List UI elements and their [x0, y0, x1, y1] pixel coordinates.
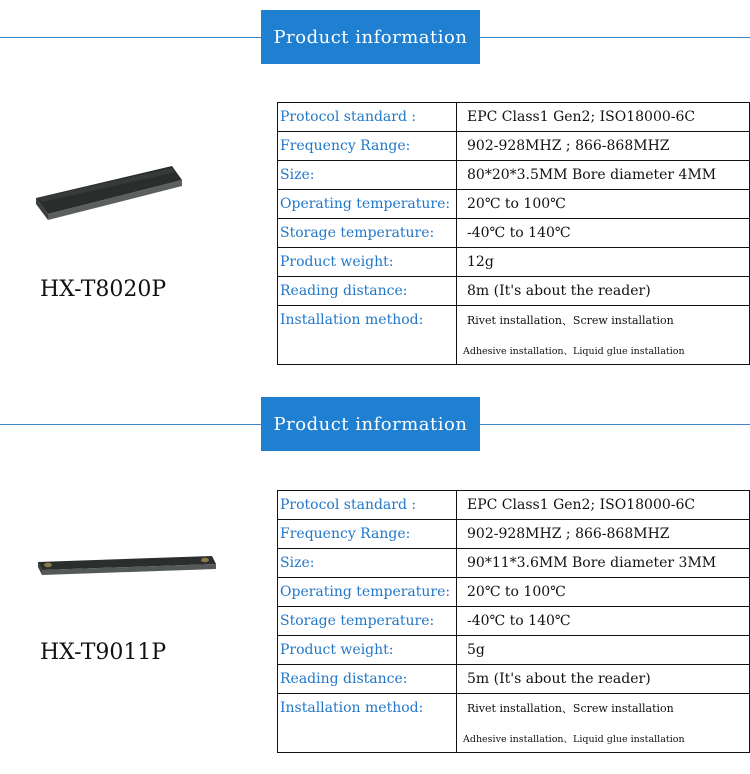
- spec-label: Frequency Range:: [278, 520, 457, 549]
- spec-value: 12g: [457, 248, 750, 277]
- spec-row: [278, 277, 750, 306]
- spec-row-installation: [278, 694, 750, 753]
- install-methods-line-2: Adhesive installation、Liquid glue installation: [463, 346, 685, 357]
- spec-label: Operating temperature:: [278, 578, 457, 607]
- spec-row: [278, 132, 750, 161]
- spec-row-installation: [278, 306, 750, 365]
- spec-row: [278, 103, 750, 132]
- spec-row: [278, 665, 750, 694]
- spec-row: [278, 190, 750, 219]
- spec-label: Frequency Range:: [278, 132, 457, 161]
- spec-label: Installation method:: [278, 694, 457, 753]
- spec-row: [278, 520, 750, 549]
- spec-value: 20℃ to 100℃: [457, 190, 750, 219]
- spec-label: Size:: [278, 161, 457, 190]
- spec-row: [278, 607, 750, 636]
- spec-label: Product weight:: [278, 636, 457, 665]
- spec-label: Reading distance:: [278, 665, 457, 694]
- spec-label: Storage temperature:: [278, 219, 457, 248]
- install-methods-line-1: Rivet installation、Screw installation: [467, 702, 674, 715]
- spec-value: 20℃ to 100℃: [457, 578, 750, 607]
- spec-label: Product weight:: [278, 248, 457, 277]
- spec-row: [278, 578, 750, 607]
- spec-row: [278, 219, 750, 248]
- spec-label: Protocol standard :: [278, 103, 457, 132]
- spec-row: [278, 248, 750, 277]
- section-header-title: Product information: [273, 26, 468, 48]
- spec-row: [278, 161, 750, 190]
- spec-value: 90*11*3.6MM Bore diameter 3MM: [457, 549, 750, 578]
- product-model: HX-T9011P: [40, 640, 167, 665]
- spec-row: [278, 549, 750, 578]
- spec-value: 5g: [457, 636, 750, 665]
- section-header-title: Product information: [273, 413, 468, 435]
- spec-label: Protocol standard :: [278, 491, 457, 520]
- rfid-tag-image: [30, 160, 190, 224]
- spec-label: Operating temperature:: [278, 190, 457, 219]
- spec-label: Size:: [278, 549, 457, 578]
- install-methods-line-1: Rivet installation、Screw installation: [467, 314, 674, 327]
- spec-value: 902-928MHZ ; 866-868MHZ: [457, 520, 750, 549]
- spec-row: [278, 636, 750, 665]
- spec-value: -40℃ to 140℃: [457, 219, 750, 248]
- spec-table: [277, 490, 750, 753]
- spec-label: Storage temperature:: [278, 607, 457, 636]
- spec-label: Installation method:: [278, 306, 457, 365]
- spec-value-installation: [457, 306, 750, 365]
- rfid-tag-image: [30, 550, 220, 584]
- spec-value: 902-928MHZ ; 866-868MHZ: [457, 132, 750, 161]
- spec-value: -40℃ to 140℃: [457, 607, 750, 636]
- spec-value: 80*20*3.5MM Bore diameter 4MM: [457, 161, 750, 190]
- spec-value: 5m (It's about the reader): [457, 665, 750, 694]
- install-methods-line-2: Adhesive installation、Liquid glue installation: [463, 734, 685, 745]
- product-model: HX-T8020P: [40, 277, 167, 302]
- spec-value-installation: [457, 694, 750, 753]
- spec-value: EPC Class1 Gen2; ISO18000-6C: [457, 103, 750, 132]
- spec-row: [278, 491, 750, 520]
- section-header: [261, 397, 480, 451]
- section-header: [261, 10, 480, 64]
- spec-value: EPC Class1 Gen2; ISO18000-6C: [457, 491, 750, 520]
- spec-label: Reading distance:: [278, 277, 457, 306]
- spec-value: 8m (It's about the reader): [457, 277, 750, 306]
- spec-table: [277, 102, 750, 365]
